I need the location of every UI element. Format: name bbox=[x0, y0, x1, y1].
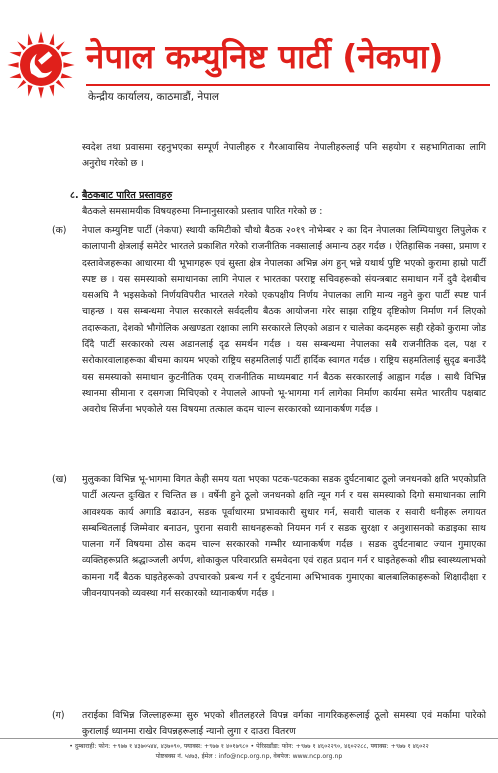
item-label: (क) bbox=[52, 225, 67, 236]
hammer-sickle-sun-emblem-icon bbox=[6, 30, 76, 100]
footer-web-line: पोष्टबक्स नं. ५४७३, ईमेल : info@ncp.org.np, वेबपेज: www.ncp.org.np bbox=[155, 753, 343, 760]
item-label: (ख) bbox=[52, 474, 67, 485]
intro-paragraph: स्वदेश तथा प्रवासमा रहनुभएका सम्पूर्ण नेपालीहरु र गैरआवासिय नेपालीहरुलाई पनि सहयोग र सहभागिताका लागि अनुरोध गरेको छ । bbox=[82, 142, 486, 170]
footer-contact-line: • दुम्बाराही: फोन: +९७७ १ ४३७०५४४, ४३७०९०, फ्याक्स: +९७७ १ ४०१७९८० • पेरिसडाँडा: फोन: +९७७ १ ४६०२२९०, ४६०२२८८, फ्याक्स: +९७७ १ ४६०२२ bbox=[69, 743, 429, 750]
section-number: ८. bbox=[70, 190, 79, 201]
item-text: नेपाल कम्युनिष्ट पार्टी (नेकपा) स्थायी कमिटीको चौथो बैठक २०१९ नोभेम्बर २ का दिन नेपालका लिम्पियाधुरा लिपुलेक र कालापानी क्षेत्रलाई समेटेर भारतले प्रकाशित गरेको राजनीतिक नक्सालाई अमान्य ठहर गर्दछ । ऐतिहासिक नक्सा, प्रमाण र दस्तावेजहरूका आधारमा यी भूभागहरू एवं सुस्ता क्षेत्र नेपालका अभिन्न अंग हुन् भन्ने यथार्थ पुष्टि भएको कुरामा हाम्रो पार्टी स्पष्ट छ । यस समस्याको समाधानका लागि नेपाल र भारतका परराष्ट्र सचिवहरूको संयन्त्रबाट समाधान गर्ने दुवै देशबीच यसअघि नै भइसकेको निर्णयविपरीत भारतले गरेको एकपक्षीय निर्णय नेपालका लागि मान्य नहुने कुरा पार्टी स्पष्ट पार्न चाहन्छ । यस सम्बन्धमा नेपाल सरकारले सर्वदलीय बैठक आयोजना गरेर साझा राष्ट्रिय दृष्टिकोण निर्माण गर्न लिएको तदारूकता, देशको भौगोलिक अखण्डता रक्षाका लागि सरकारले लिएको अडान र चालेका कदमहरू सही रहेको कुरामा जोड दिँदै पार्टी सरकारको त्यस अडानलाई दृढ समर्थन गर्दछ । यस सम्बन्धमा नेपालका सबै राजनीतिक दल, पक्ष र सरोकारवालाहरूका बीचमा कायम भएको राष्ट्रिय सहमतिलाई पार्टी हार्दिक स्वागत गर्दछ । राष्ट्रिय सहमतिलाई सुदृढ बनाउँदै यस समस्याको समाधान कुटनीतिक एवम् राजनीतिक माध्यमबाट गर्न बैठक सरकारलाई आह्वान गर्दछ । साथै विभिन्न स्थानमा सीमाना र दसगजा मिचिएको र नेपालले आफ्नो भू-भागमा गर्न लागेका निर्माण कार्यमा समेत भारतीय पक्षबाट अवरोध सिर्जना भएकोले यस विषयमा तत्काल कदम चाल्न सरकारको ध्यानाकर्षण गर्दछ । bbox=[82, 225, 486, 416]
item-text: मुलुकका विभिन्न भू-भागमा विगत केही समय यता भएका पटक-पटकका सडक दुर्घटनाबाट ठूलो जनधनको क्षति भएकोप्रति पार्टी अत्यन्त दुःखित र चिन्तित छ । वर्षेनी हुने ठूलो जनधनको क्षति न्यून गर्न र यस समस्याको दिगो समाधानका लागि आवश्यक कार्य अगाडि बढाउन, सडक पूर्वाधारमा प्रभावकारी सुधार गर्न, सवारी चालक र सवारी धनीहरू लगायत सम्बन्धितलाई जिम्मेवार बनाउन, पुराना सवारी साधनहरूको नियमन गर्न र सडक सुरक्षा र अनुशासनको कडाइका साथ पालना गर्ने विषयमा ठोस कदम चाल्न सरकारको गम्भीर ध्यानाकर्षण गर्दछ । सडक दुर्घटनाबाट ज्यान गुमाएका व्यक्तिहरूप्रति श्रद्धाञ्जली अर्पण, शोकाकुल परिवारप्रति समवेदना एवं राहत प्रदान गर्न र घाइतेहरूको शीघ्र स्वास्थ्यलाभको कामना गर्दै बैठक घाइतेहरूको उपचारको प्रबन्ध गर्न र दुर्घटनामा अभिभावक गुमाएका बालबालिकाहरूको शिक्षादीक्षा र जीवनयापनको व्यवस्था गर्न सरकारको ध्यानाकर्षण गर्दछ । bbox=[82, 474, 486, 600]
section-intro: बैठकले समसामयीक विषयहरुमा निम्नानुसारको प्रस्ताव पारित गरेको छ : bbox=[82, 206, 323, 217]
section-title: बैठकबाट पारित प्रस्तावहरु bbox=[82, 190, 173, 201]
item-label: (ग) bbox=[52, 710, 65, 721]
item-text: तराईका विभिन्न जिल्लाहरूमा सुरु भएको शीतलहरले विपन्न वर्गका नागरिकहरूलाई ठूलो समस्या एवं मर्कामा पारेको कुरालाई ध्यानमा राखेर विपन्नहरूलाई न्यानो लुगा र दाउरा वितरण bbox=[82, 710, 486, 738]
footer bbox=[0, 742, 498, 762]
header-divider bbox=[86, 84, 490, 86]
letterhead bbox=[0, 0, 498, 118]
party-name: नेपाल कम्युनिष्ट पार्टी (नेकपा) bbox=[86, 37, 444, 76]
footer-divider bbox=[0, 738, 498, 739]
office-address: केन्द्रीय कार्यालय, काठमाडौं, नेपाल bbox=[88, 91, 220, 103]
